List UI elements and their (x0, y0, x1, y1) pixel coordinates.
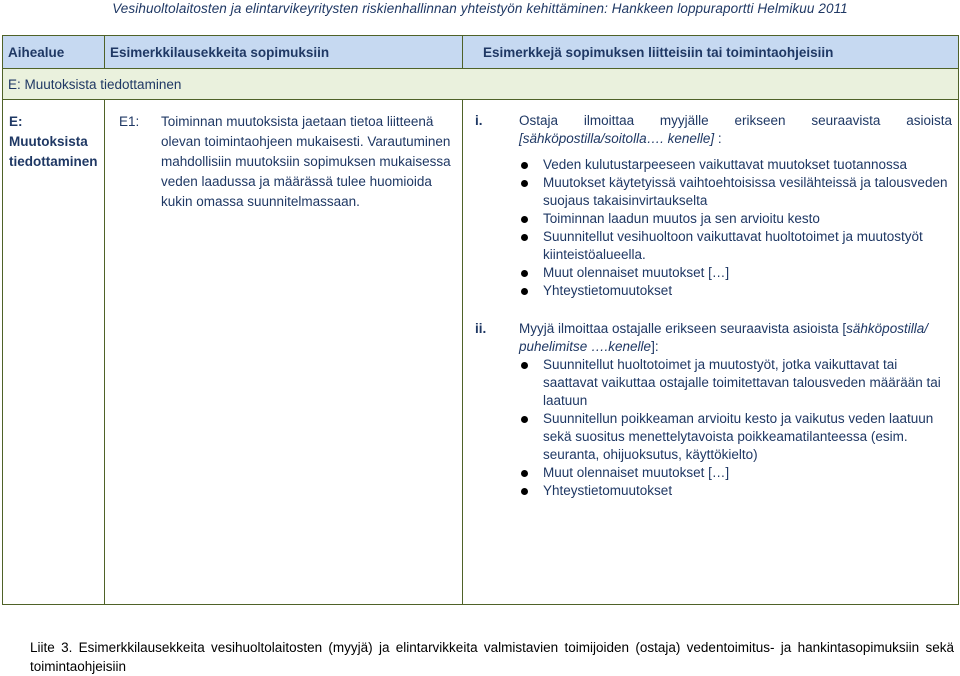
bullet-icon (521, 488, 528, 495)
bullet-item: Toiminnan laadun muutos ja sen arvioitu kesto (519, 210, 952, 228)
area-line: Muutoksista (9, 134, 88, 149)
bullet-icon (521, 270, 528, 277)
bullet-icon (521, 362, 528, 369)
bullet-item: Veden kulutustarpeeseen vaikuttavat muutokset tuotannossa (519, 156, 952, 174)
clause-line: veden laadussa ja määrässä tulee huomioida (161, 174, 432, 189)
examples-cell (463, 100, 959, 605)
clause-line: olevan toimintaohjeen mukaisesti. Varautuminen (161, 134, 451, 149)
bullet-item: Muutokset käytetyissä vaihtoehtoisissa vesilähteissä ja talousveden suojaus takaisinvirtaukselta (519, 174, 952, 210)
bullet-icon (521, 234, 528, 241)
clause-text (161, 112, 458, 212)
bullet-icon (521, 180, 528, 187)
list-item (475, 320, 952, 500)
bullet-icon (521, 470, 528, 477)
clause-code: E1: (119, 114, 140, 129)
item-number: i. (475, 113, 483, 128)
clause-line: mahdollisiin muutoksiin sopimuksen mukaisessa (161, 154, 451, 169)
section-row (3, 69, 959, 100)
section-title: E: Muutoksista tiedottaminen (3, 69, 959, 100)
bullet-icon (521, 288, 528, 295)
list-item (475, 112, 952, 300)
bullet-icon (521, 216, 528, 223)
area-line: E: (9, 114, 23, 129)
table-header-row (3, 36, 959, 69)
bullet-item: Yhteystietomuutokset (519, 282, 952, 300)
bullet-item: Muut olennaiset muutokset […] (519, 464, 952, 482)
area-cell (3, 100, 105, 605)
clause-cell (105, 100, 463, 605)
item-intro: Myyjä ilmoittaa ostajalle erikseen seuraavista asioista [sähköpostilla/ puhelimitse ….kenelle]: (519, 321, 928, 354)
header-esimerkkilausekkeita: Esimerkkilausekkeita sopimuksiin (105, 36, 463, 69)
page-header: Vesihuoltolaitosten ja elintarvikeyritysten riskienhallinnan yhteistyön kehittäminen: Hankkeen loppuraportti Helmikuu 2011 (112, 1, 848, 16)
clause-line: kukin omassa suunnitelmassaan. (161, 194, 360, 209)
area-line: tiedottaminen (9, 154, 98, 169)
bullet-item: Yhteystietomuutokset (519, 482, 952, 500)
header-aihealue: Aihealue (3, 36, 105, 69)
bullet-icon (521, 162, 528, 169)
bullet-list (519, 356, 952, 500)
header-esimerkkeja: Esimerkkejä sopimuksen liitteisiin tai toimintaohjeisiin (463, 36, 959, 69)
table-row (3, 100, 959, 605)
bullet-item: Suunnitellut vesihuoltoon vaikuttavat huoltotoimet ja muutostyöt kiinteistöalueella. (519, 228, 952, 264)
bullet-item: Muut olennaiset muutokset […] (519, 264, 952, 282)
clauses-table (2, 35, 959, 605)
clause-line: Toiminnan muutoksista jaetaan tietoa liitteenä (161, 114, 434, 129)
bullet-icon (521, 416, 528, 423)
bullet-item: Suunnitellun poikkeaman arvioitu kesto ja vaikutus veden laatuun sekä suositus menettelytavoista poikkeamatilanteessa (esim. seuranta, ohijuoksutus, käyttökielto) (519, 410, 952, 464)
bullet-item: Suunnitellut huoltotoimet ja muutostyöt, jotka vaikuttavat tai saattavat vaikuttaa ostajalle toimitettavan talousveden määrään tai laatuun (519, 356, 952, 410)
item-number: ii. (475, 321, 487, 336)
bullet-list (519, 156, 952, 300)
item-intro-line2: [sähköpostilla/soitolla…. kenelle] : (519, 131, 722, 146)
item-intro: Ostaja ilmoittaa myyjälle erikseen seuraavista asioista (519, 113, 952, 128)
figure-caption: Liite 3. Esimerkkilausekkeita vesihuoltolaitosten (myyjä) ja elintarvikkeita valmistavien toimijoiden (ostaja) vedentoimitus- ja hankintasopimuksiin sekä toimintaohjeisiin (30, 640, 954, 674)
